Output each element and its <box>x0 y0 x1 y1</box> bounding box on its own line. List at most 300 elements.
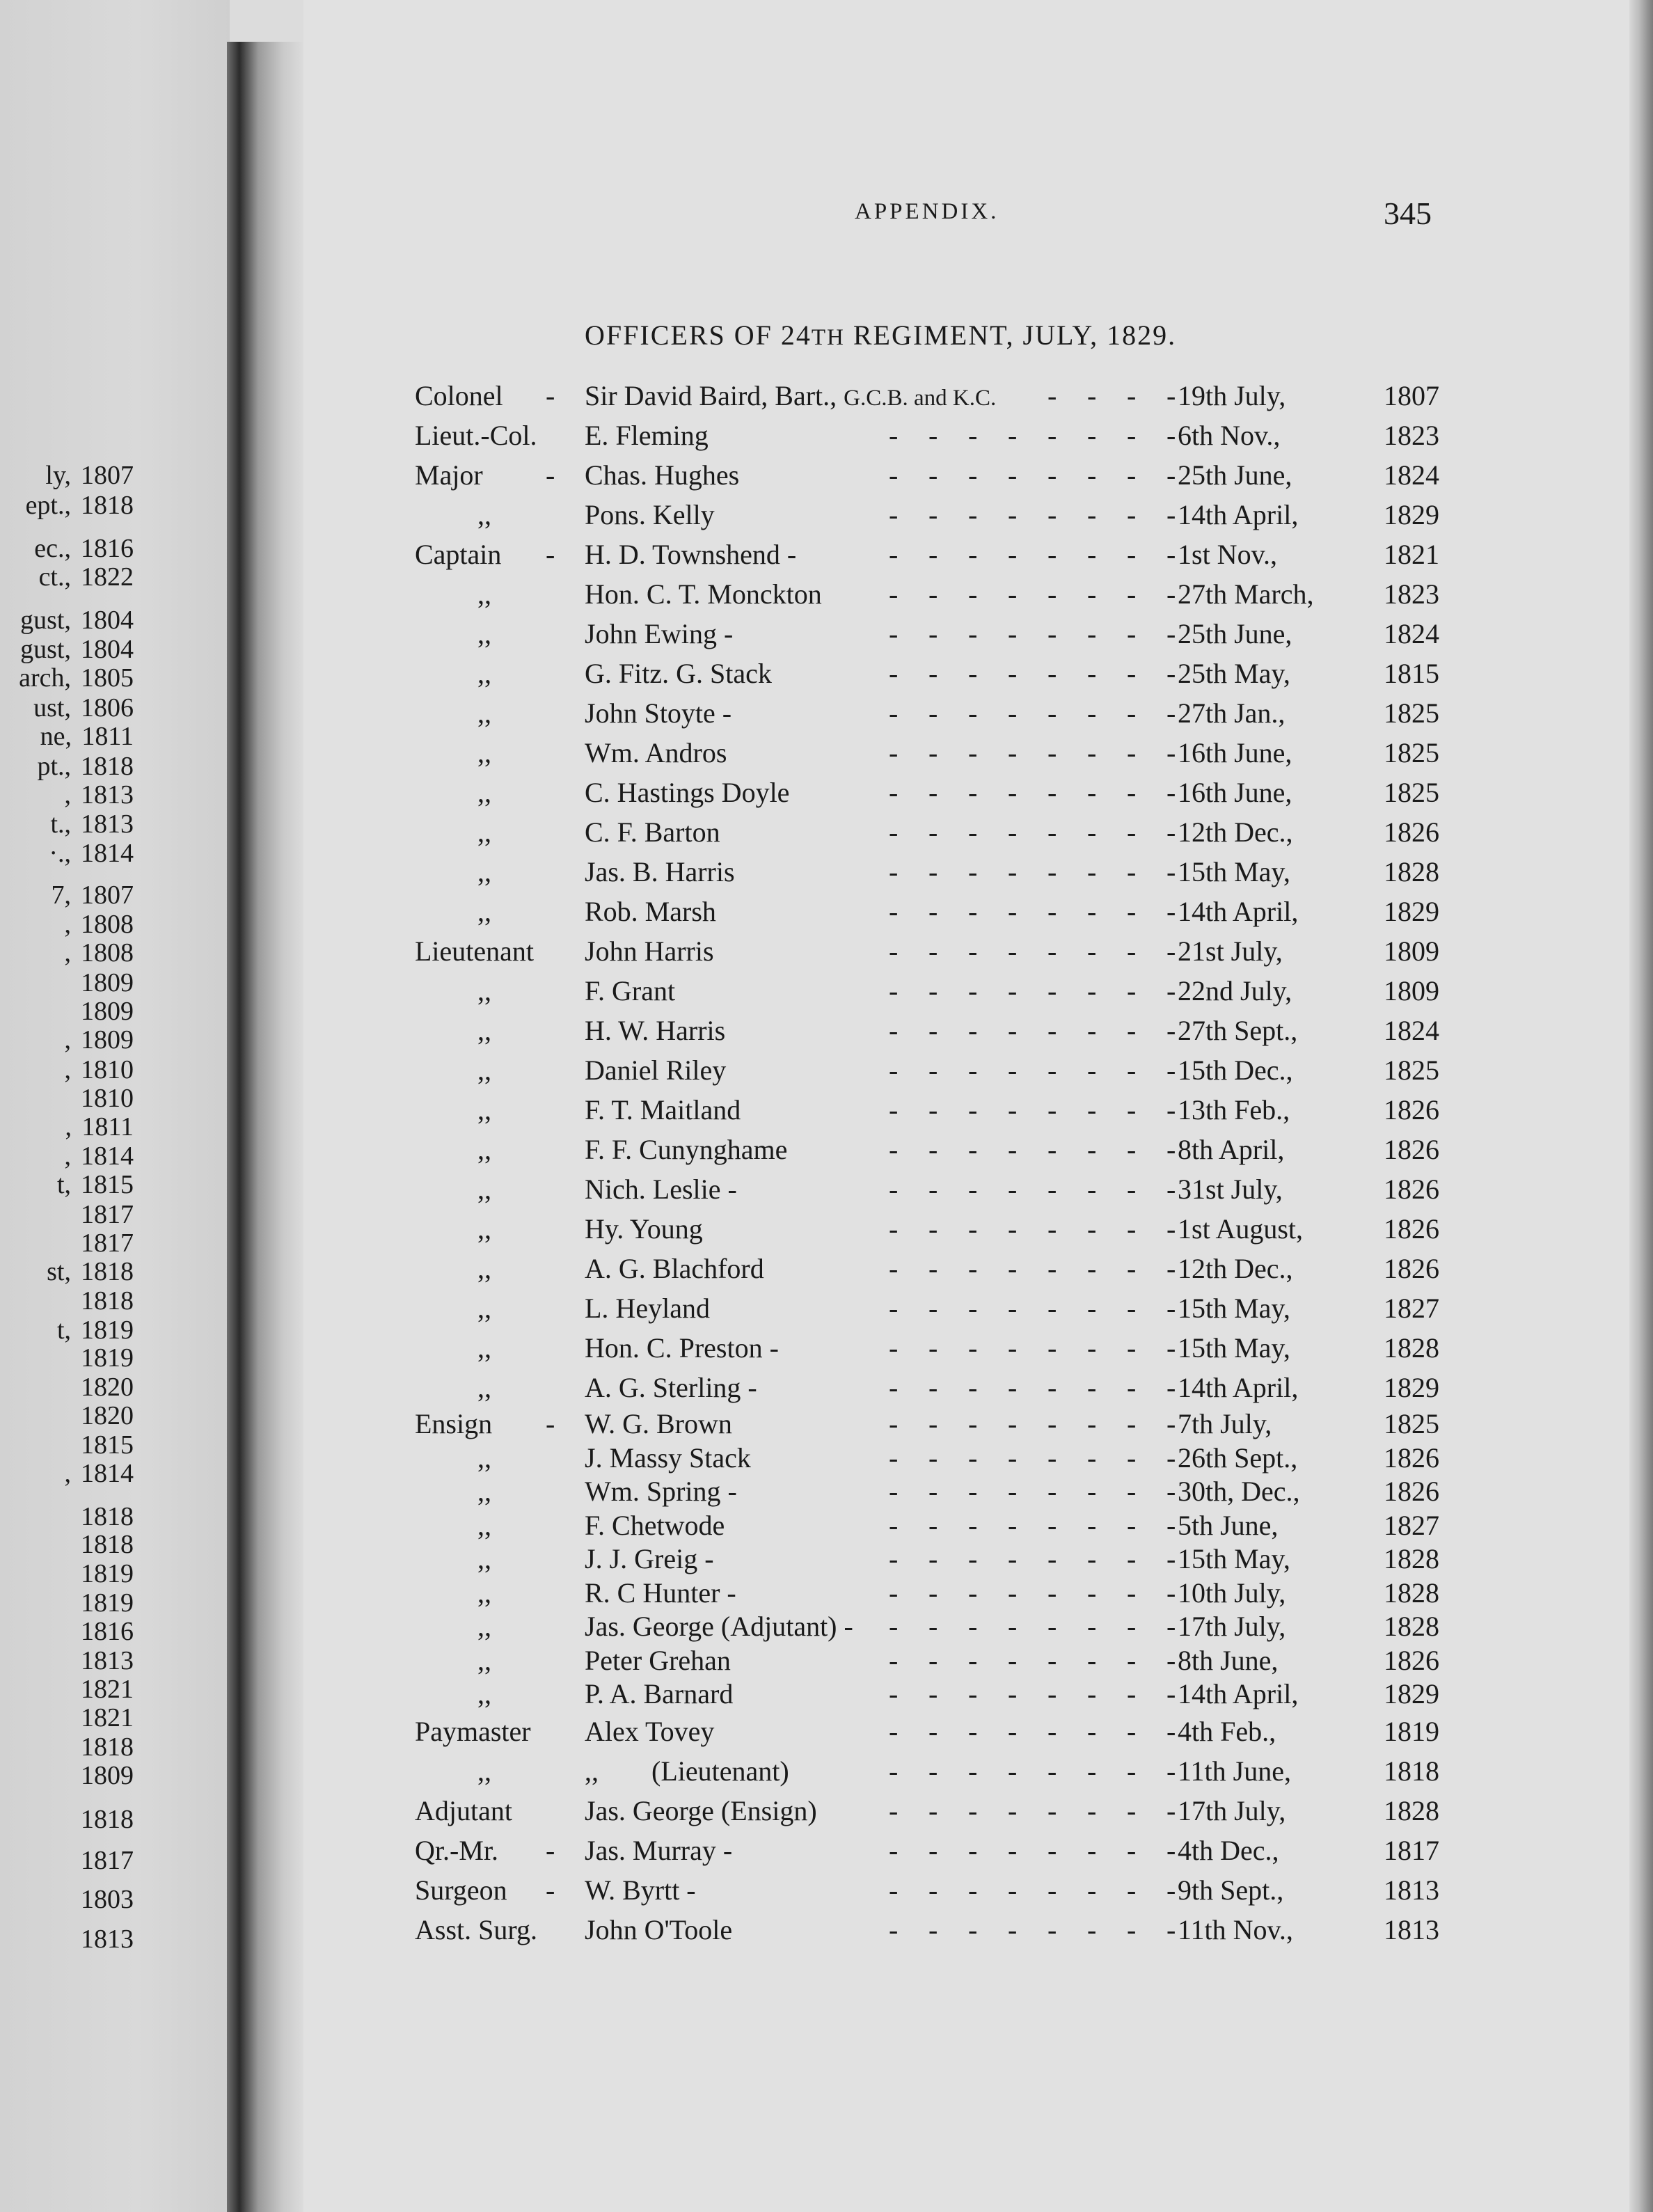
commission-date: 15th May, <box>1178 856 1290 887</box>
leader-dash: - <box>1127 380 1137 411</box>
left-fragment-row <box>0 1084 230 1113</box>
officer-name-text: John Ewing - <box>585 618 734 649</box>
left-fragment-row <box>0 1925 230 1954</box>
leader-dash: - <box>1127 1913 1137 1945</box>
officer-row <box>415 574 1438 614</box>
left-fragment-year: 1818 <box>81 1257 134 1286</box>
leader-dash: - <box>968 1134 978 1165</box>
leader-dash: - <box>1127 1054 1137 1086</box>
officer-row <box>415 1644 1438 1678</box>
left-fragment-row <box>0 1588 230 1618</box>
leader-dash: - <box>1047 1509 1057 1541</box>
leader-dash: - <box>928 1408 938 1439</box>
leader-dash: - <box>968 1611 978 1642</box>
officer-row <box>415 1169 1438 1209</box>
leader-dash: - <box>928 1213 938 1245</box>
officer-name <box>585 1712 714 1751</box>
officer-name-text: R. C Hunter - <box>585 1577 736 1609</box>
leader-dash: - <box>889 1332 899 1364</box>
leader-dash: - <box>928 1293 938 1324</box>
left-fragment-row <box>0 997 230 1026</box>
leader-dash: - <box>1127 1755 1137 1787</box>
left-fragment-year: 1819 <box>81 1343 134 1373</box>
officer-name <box>585 1441 751 1476</box>
left-fragment-year: 1818 <box>81 1502 134 1531</box>
leader-dash: - <box>1087 1794 1097 1826</box>
officer-name-text: L. Heyland <box>585 1293 710 1324</box>
leader-dash: - <box>1087 1094 1097 1125</box>
officer-name <box>585 733 727 773</box>
leader-dash: - <box>928 1253 938 1284</box>
officer-row <box>415 773 1438 812</box>
leader-dash: - <box>1087 1332 1097 1364</box>
commission-date: 1st August, <box>1178 1213 1304 1245</box>
leader-dash: - <box>968 1094 978 1125</box>
leader-dash: - <box>1166 1441 1176 1474</box>
leader-dash: - <box>1087 1543 1097 1574</box>
officer-name <box>585 1577 736 1611</box>
leader-dash: - <box>1087 1174 1097 1205</box>
leader-dash: - <box>968 1476 978 1507</box>
officer-name <box>585 1831 732 1870</box>
leader-dash: - <box>1087 777 1097 808</box>
leader-dash: - <box>928 1054 938 1086</box>
left-fragment-year: 1817 <box>81 1846 134 1875</box>
leader-dash: - <box>928 1476 938 1507</box>
officer-row <box>415 1509 1438 1543</box>
leader-dash: - <box>928 1372 938 1403</box>
left-fragment-row <box>0 1316 230 1345</box>
leader-dash: - <box>1008 1253 1018 1284</box>
officer-row <box>415 1249 1438 1288</box>
officer-name-text: ,, <box>585 1755 599 1787</box>
commission-year: 1829 <box>1384 499 1439 530</box>
leader-dash: - <box>928 1611 938 1642</box>
leader-dash: - <box>1087 1577 1097 1609</box>
left-fragment-year: 1814 <box>81 1459 134 1488</box>
leader-dash: - <box>1008 1174 1018 1205</box>
leader-dash: - <box>1087 1644 1097 1676</box>
leader-dash: - <box>1087 459 1097 491</box>
leader-dash: - <box>1087 1509 1097 1541</box>
commission-year: 1828 <box>1384 856 1439 887</box>
officer-name <box>585 1542 714 1577</box>
leader-dash: - <box>1008 1678 1018 1709</box>
leader-dash: - <box>1047 578 1057 610</box>
left-fragment-year: 1804 <box>81 635 134 664</box>
officer-rank: Ensign <box>415 1408 493 1439</box>
left-fragment-year: 1810 <box>81 1084 134 1113</box>
left-fragment-row <box>0 722 230 751</box>
officer-rank: Qr.-Mr. <box>415 1834 498 1866</box>
leader-dash: - <box>1047 1611 1057 1642</box>
left-fragment-text: , <box>64 1141 71 1171</box>
left-fragment-text: , <box>65 1112 72 1141</box>
left-fragment-row <box>0 461 230 490</box>
officer-rank: ,, <box>477 856 491 887</box>
leader-dash: - <box>928 737 938 768</box>
leader-dash: - <box>889 1834 899 1866</box>
leader-dash: - <box>928 816 938 848</box>
officer-name <box>585 1249 764 1288</box>
leader-dash: - <box>1008 539 1018 570</box>
leader-dash: - <box>968 1015 978 1046</box>
left-fragment-year: 1805 <box>81 663 134 693</box>
leader-dash: - <box>889 1874 899 1906</box>
rank-dash: - <box>546 1408 555 1439</box>
leader-dash: - <box>889 420 899 451</box>
leader-dash: - <box>1087 1874 1097 1906</box>
commission-date: 27th Jan., <box>1178 697 1286 729</box>
commission-date: 6th Nov., <box>1178 420 1281 451</box>
leader-dash: - <box>968 737 978 768</box>
book-gutter <box>227 42 303 2212</box>
leader-dash: - <box>1087 1678 1097 1709</box>
left-fragment-year: 1817 <box>81 1229 134 1258</box>
officer-name-text: Jas. George (Adjutant) - <box>585 1611 853 1642</box>
left-fragment-year: 1810 <box>81 1055 134 1084</box>
officer-name <box>585 1090 741 1130</box>
commission-year: 1829 <box>1384 1372 1439 1403</box>
left-fragment-year: 1821 <box>81 1703 134 1732</box>
officer-row <box>415 852 1438 892</box>
leader-dash: - <box>928 1332 938 1364</box>
leader-dash: - <box>968 1794 978 1826</box>
officer-name <box>585 812 720 852</box>
left-fragment-year: 1818 <box>81 1530 134 1559</box>
left-fragment-year: 1813 <box>81 809 134 839</box>
left-fragment-row <box>0 1761 230 1790</box>
left-fragment-year: 1820 <box>81 1373 134 1402</box>
leader-dash: - <box>889 499 899 530</box>
left-fragment-row <box>0 1200 230 1229</box>
left-fragment-year: 1811 <box>81 722 134 751</box>
left-fragment-year: 1818 <box>81 1732 134 1762</box>
leader-dash: - <box>928 658 938 689</box>
officer-name-text: Jas. Murray - <box>585 1834 733 1866</box>
officer-rank: ,, <box>477 1015 491 1046</box>
leader-dash: - <box>1008 1054 1018 1086</box>
leader-dash: - <box>1166 1577 1176 1609</box>
officer-name-text: W. Byrtt - <box>585 1874 696 1906</box>
commission-year: 1825 <box>1384 1408 1439 1439</box>
officer-row <box>415 1610 1438 1644</box>
leader-dash: - <box>1127 1015 1137 1046</box>
leader-dash: - <box>928 539 938 570</box>
leader-dash: - <box>1087 1015 1097 1046</box>
commission-year: 1824 <box>1384 1015 1439 1046</box>
officer-row <box>415 614 1438 654</box>
leader-dash: - <box>1087 1253 1097 1284</box>
leader-dash: - <box>968 856 978 887</box>
leader-dash: - <box>928 1644 938 1676</box>
leader-dash: - <box>1127 1678 1137 1709</box>
left-fragment-row <box>0 1459 230 1488</box>
leader-dash: - <box>1047 658 1057 689</box>
leader-dash: - <box>1166 935 1176 967</box>
title-part-2: REGIMENT, JULY, 1829. <box>844 319 1177 351</box>
left-fragment-row <box>0 606 230 635</box>
commission-year: 1828 <box>1384 1611 1439 1642</box>
officer-rank: ,, <box>477 777 491 808</box>
leader-dash: - <box>1047 1332 1057 1364</box>
leader-dash: - <box>1008 1913 1018 1945</box>
officer-rank: ,, <box>477 1543 491 1574</box>
leader-dash: - <box>1127 1509 1137 1541</box>
leader-dash: - <box>1008 777 1018 808</box>
left-fragment-year: 1815 <box>81 1170 134 1199</box>
leader-dash: - <box>889 856 899 887</box>
leader-dash: - <box>889 777 899 808</box>
commission-year: 1825 <box>1384 697 1439 729</box>
left-fragment-year: 1818 <box>81 1286 134 1316</box>
leader-dash: - <box>1166 578 1176 610</box>
leader-dash: - <box>968 1213 978 1245</box>
commission-date: 25th May, <box>1178 658 1290 689</box>
leader-dash: - <box>1166 539 1176 570</box>
leader-dash: - <box>1166 1094 1176 1125</box>
officer-row <box>415 971 1438 1011</box>
left-fragment-row <box>0 910 230 939</box>
officer-row <box>415 376 1438 416</box>
left-fragment-text: ust, <box>33 693 71 722</box>
officer-name <box>585 455 739 495</box>
left-fragment-year: 1808 <box>81 910 134 939</box>
commission-year: 1817 <box>1384 1834 1439 1866</box>
leader-dash: - <box>968 1332 978 1364</box>
officer-rank: ,, <box>477 1054 491 1086</box>
left-fragment-row <box>0 1025 230 1054</box>
commission-year: 1819 <box>1384 1715 1439 1747</box>
leader-dash: - <box>889 1253 899 1284</box>
leader-dash: - <box>1166 1794 1176 1826</box>
leader-dash: - <box>1166 1253 1176 1284</box>
commission-date: 31st July, <box>1178 1174 1283 1205</box>
leader-dash: - <box>1166 499 1176 530</box>
left-fragment-year: 1819 <box>81 1588 134 1618</box>
left-fragment-year: 1818 <box>81 491 134 520</box>
left-fragment-row <box>0 1373 230 1402</box>
leader-dash: - <box>1087 1611 1097 1642</box>
leader-dash: - <box>1087 1372 1097 1403</box>
leader-dash: - <box>1047 896 1057 927</box>
leader-dash: - <box>928 697 938 729</box>
officer-rank: ,, <box>477 737 491 768</box>
commission-year: 1826 <box>1384 1644 1439 1676</box>
leader-dash: - <box>1087 896 1097 927</box>
officer-rank: Surgeon <box>415 1874 507 1906</box>
leader-dash: - <box>1166 1332 1176 1364</box>
left-fragment-text: pt., <box>37 752 71 781</box>
leader-dash: - <box>1087 1913 1097 1945</box>
leader-dash: - <box>968 499 978 530</box>
left-fragment-year: 1807 <box>81 880 134 910</box>
left-fragment-text: , <box>64 1055 71 1084</box>
left-fragment-year: 1806 <box>81 693 134 722</box>
leader-dash: - <box>1087 1213 1097 1245</box>
officer-name <box>585 1910 732 1950</box>
leader-dash: - <box>928 420 938 451</box>
leader-dash: - <box>889 658 899 689</box>
leader-dash: - <box>1047 1755 1057 1787</box>
leader-dash: - <box>1047 1834 1057 1866</box>
page-edge <box>1629 0 1653 2212</box>
leader-dash: - <box>1127 658 1137 689</box>
leader-dash: - <box>889 975 899 1006</box>
officer-name <box>585 574 822 614</box>
leader-dash: - <box>1166 816 1176 848</box>
leader-dash: - <box>1047 1134 1057 1165</box>
commission-year: 1826 <box>1384 1213 1439 1245</box>
leader-dash: - <box>1127 1293 1137 1324</box>
officer-rank: ,, <box>477 975 491 1006</box>
leader-dash: - <box>1047 856 1057 887</box>
leader-dash: - <box>1087 578 1097 610</box>
leader-dash: - <box>1166 1293 1176 1324</box>
leader-dash: - <box>1166 1644 1176 1676</box>
officer-rank: ,, <box>477 1372 491 1403</box>
officer-name-text: Jas. George (Ensign) <box>585 1794 817 1826</box>
leader-dash: - <box>1166 1874 1176 1906</box>
leader-dash: - <box>1166 1015 1176 1046</box>
leader-dash: - <box>1166 697 1176 729</box>
leader-dash: - <box>968 658 978 689</box>
officer-name-text: Hy. Young <box>585 1213 703 1245</box>
leader-dash: - <box>1087 1408 1097 1439</box>
commission-year: 1825 <box>1384 777 1439 808</box>
leader-dash: - <box>1047 1874 1057 1906</box>
leader-dash: - <box>928 1678 938 1709</box>
left-fragment-row <box>0 1430 230 1460</box>
rank-dash: - <box>546 1834 555 1866</box>
leader-dash: - <box>1127 1543 1137 1574</box>
officer-row <box>415 455 1438 495</box>
leader-dash: - <box>1127 1874 1137 1906</box>
officer-row <box>415 1475 1438 1509</box>
officer-rank: ,, <box>477 1577 491 1609</box>
leader-dash: - <box>1047 1441 1057 1474</box>
officer-name <box>585 495 715 535</box>
leader-dash: - <box>1087 499 1097 530</box>
left-fragment-year: 1817 <box>81 1200 134 1229</box>
officer-name-text: Chas. Hughes <box>585 459 740 491</box>
commission-date: 15th May, <box>1178 1293 1290 1324</box>
commission-date: 21st July, <box>1178 935 1283 967</box>
leader-dash: - <box>1047 1015 1057 1046</box>
officer-name <box>585 1509 725 1543</box>
leader-dash: - <box>1047 697 1057 729</box>
officer-row <box>415 1441 1438 1476</box>
leader-dash: - <box>928 1441 938 1474</box>
commission-date: 12th Dec., <box>1178 1253 1293 1284</box>
left-fragment-row <box>0 839 230 868</box>
commission-date: 12th Dec., <box>1178 816 1293 848</box>
leader-dash: - <box>968 420 978 451</box>
left-fragment-year: 1815 <box>81 1430 134 1460</box>
leader-dash: - <box>889 618 899 649</box>
leader-dash: - <box>968 618 978 649</box>
leader-dash: - <box>1047 1094 1057 1125</box>
commission-date: 16th June, <box>1178 737 1292 768</box>
leader-dash: - <box>968 1253 978 1284</box>
leader-dash: - <box>1166 1174 1176 1205</box>
commission-year: 1823 <box>1384 578 1439 610</box>
leader-dash: - <box>1008 658 1018 689</box>
leader-dash: - <box>889 1509 899 1541</box>
commission-date: 11th June, <box>1178 1755 1291 1787</box>
left-fragment-row <box>0 1885 230 1914</box>
commission-year: 1813 <box>1384 1913 1439 1945</box>
left-fragment-text: ec., <box>34 534 71 563</box>
officer-rank: ,, <box>477 1644 491 1676</box>
leader-dash: - <box>1166 1543 1176 1574</box>
leader-dash: - <box>1047 380 1057 411</box>
leader-dash: - <box>928 618 938 649</box>
officer-name <box>585 1011 725 1050</box>
officer-row <box>415 1542 1438 1577</box>
commission-date: 11th Nov., <box>1178 1913 1293 1945</box>
leader-dash: - <box>1166 737 1176 768</box>
officer-rank: ,, <box>477 618 491 649</box>
leader-dash: - <box>1047 1913 1057 1945</box>
leader-dash: - <box>1127 1253 1137 1284</box>
officer-row <box>415 892 1438 931</box>
leader-dash: - <box>889 1715 899 1747</box>
leader-dash: - <box>968 1372 978 1403</box>
officer-rank: ,, <box>477 1509 491 1541</box>
title-superscript: TH <box>811 325 845 350</box>
leader-dash: - <box>1087 380 1097 411</box>
leader-dash: - <box>1047 935 1057 967</box>
leader-dash: - <box>1008 896 1018 927</box>
leader-dash: - <box>1047 1174 1057 1205</box>
officer-rank: ,, <box>477 1253 491 1284</box>
commission-date: 14th April, <box>1178 896 1299 927</box>
leader-dash: - <box>1127 1134 1137 1165</box>
leader-dash: - <box>1166 459 1176 491</box>
commission-date: 13th Feb., <box>1178 1094 1290 1125</box>
left-fragment-year: 1821 <box>81 1675 134 1704</box>
leader-dash: - <box>1008 1213 1018 1245</box>
leader-dash: - <box>928 1715 938 1747</box>
officer-row <box>415 812 1438 852</box>
leader-dash: - <box>968 935 978 967</box>
commission-date: 9th Sept., <box>1178 1874 1284 1906</box>
officer-row <box>415 733 1438 773</box>
left-fragment-row <box>0 1732 230 1762</box>
left-fragment-text: t, <box>56 1316 71 1345</box>
officer-rank: ,, <box>477 1441 491 1474</box>
leader-dash: - <box>1008 1611 1018 1642</box>
left-fragment-text: gust, <box>20 635 71 664</box>
rank-dash: - <box>546 539 555 570</box>
left-fragment-row <box>0 1401 230 1430</box>
officer-row <box>415 1791 1438 1831</box>
leader-dash: - <box>1127 1794 1137 1826</box>
left-fragment-year: 1813 <box>81 1646 134 1675</box>
officer-name <box>585 1130 787 1169</box>
commission-year: 1829 <box>1384 896 1439 927</box>
left-fragment-text: ept., <box>25 491 71 520</box>
commission-year: 1826 <box>1384 1174 1439 1205</box>
officer-row <box>415 1011 1438 1050</box>
leader-dash: - <box>928 499 938 530</box>
leader-dash: - <box>889 737 899 768</box>
leader-dash: - <box>1127 737 1137 768</box>
left-fragment-year: 1807 <box>81 461 134 490</box>
left-fragment-row <box>0 1805 230 1834</box>
leader-dash: - <box>968 1577 978 1609</box>
